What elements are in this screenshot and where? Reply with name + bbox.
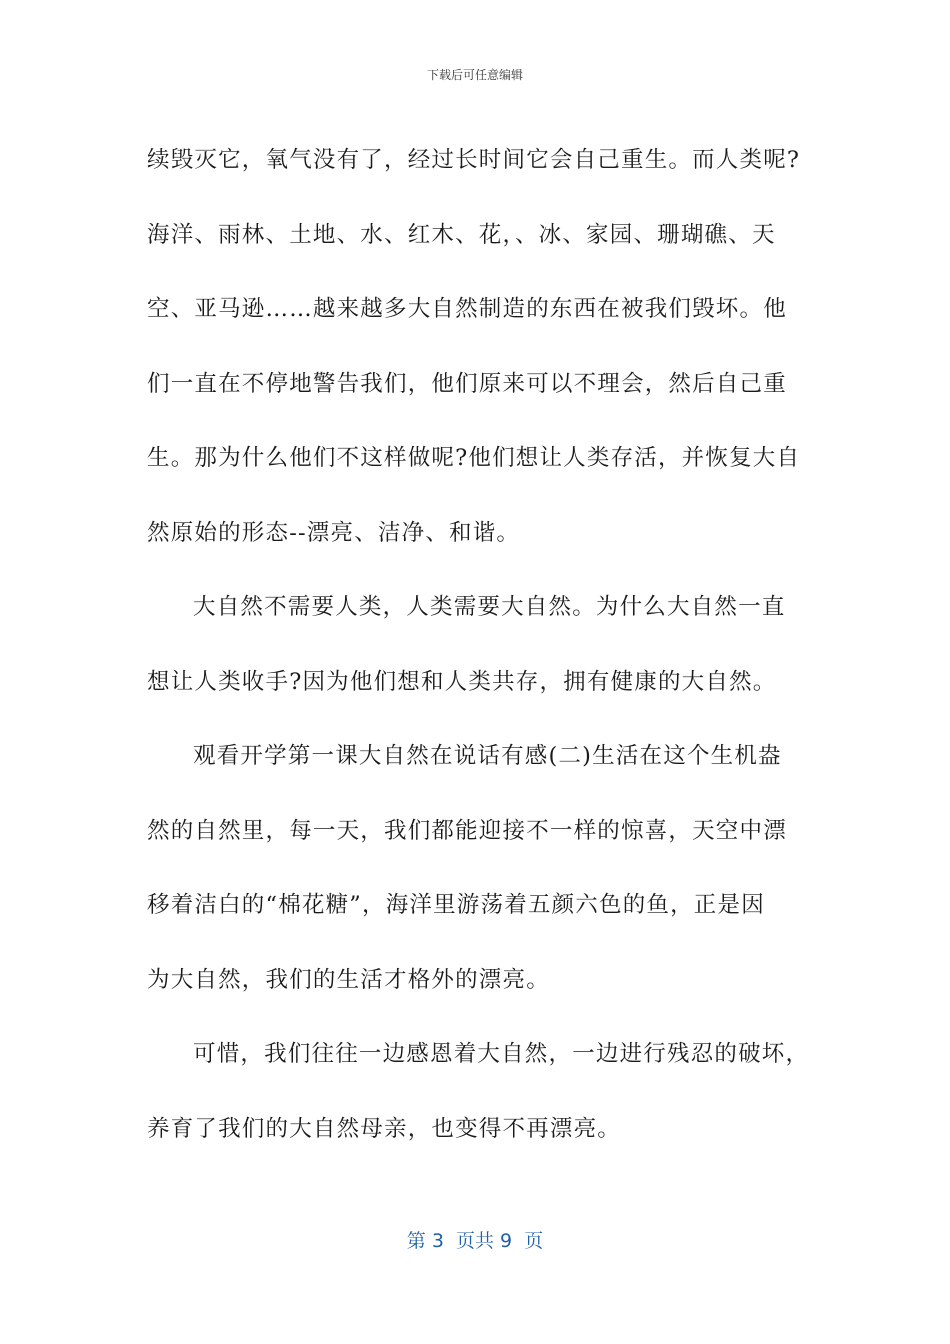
text-line: 想让人类收手?因为他们想和人类共存，拥有健康的大自然。 [147, 668, 777, 695]
text-line: 生。那为什么他们不这样做呢?他们想让人类存活，并恢复大自 [147, 445, 801, 471]
text-line: 空、亚马逊……越来越多大自然制造的东西在被我们毁坏。他 [147, 296, 787, 322]
text-line: 然原始的形态--漂亮、洁净、和谐。 [147, 519, 521, 546]
text-line: 们一直在不停地警告我们，他们原来可以不理会，然后自己重 [147, 370, 787, 397]
paragraph-start-line: 观看开学第一课大自然在说话有感(二)生活在这个生机盎 [193, 743, 782, 769]
text-line: 海洋、雨林、土地、水、红木、花，、冰、家园、珊瑚礁、天 [147, 221, 776, 248]
document-body [147, 123, 810, 1166]
text-line: 然的自然里，每一天，我们都能迎接不一样的惊喜，天空中漂 [147, 817, 787, 844]
text-line: 为大自然，我们的生活才格外的漂亮。 [147, 966, 550, 993]
text-line: 养育了我们的大自然母亲，也变得不再漂亮。 [147, 1115, 622, 1142]
page-number-footer: 第 3 页共 9 页 [406, 1230, 544, 1252]
text-line: 续毁灭它，氧气没有了，经过长时间它会自己重生。而人类呢? [147, 147, 801, 173]
paragraph-start-line: 大自然不需要人类，人类需要大自然。为什么大自然一直 [193, 594, 786, 620]
download-note: 下载后可任意编辑 [426, 68, 523, 82]
text-line: 移着洁白的“棉花糖”，海洋里游荡着五颜六色的鱼，正是因 [147, 892, 765, 918]
paragraph-start-line: 可惜，我们往往一边感恩着大自然，一边进行残忍的破坏， [193, 1041, 810, 1067]
